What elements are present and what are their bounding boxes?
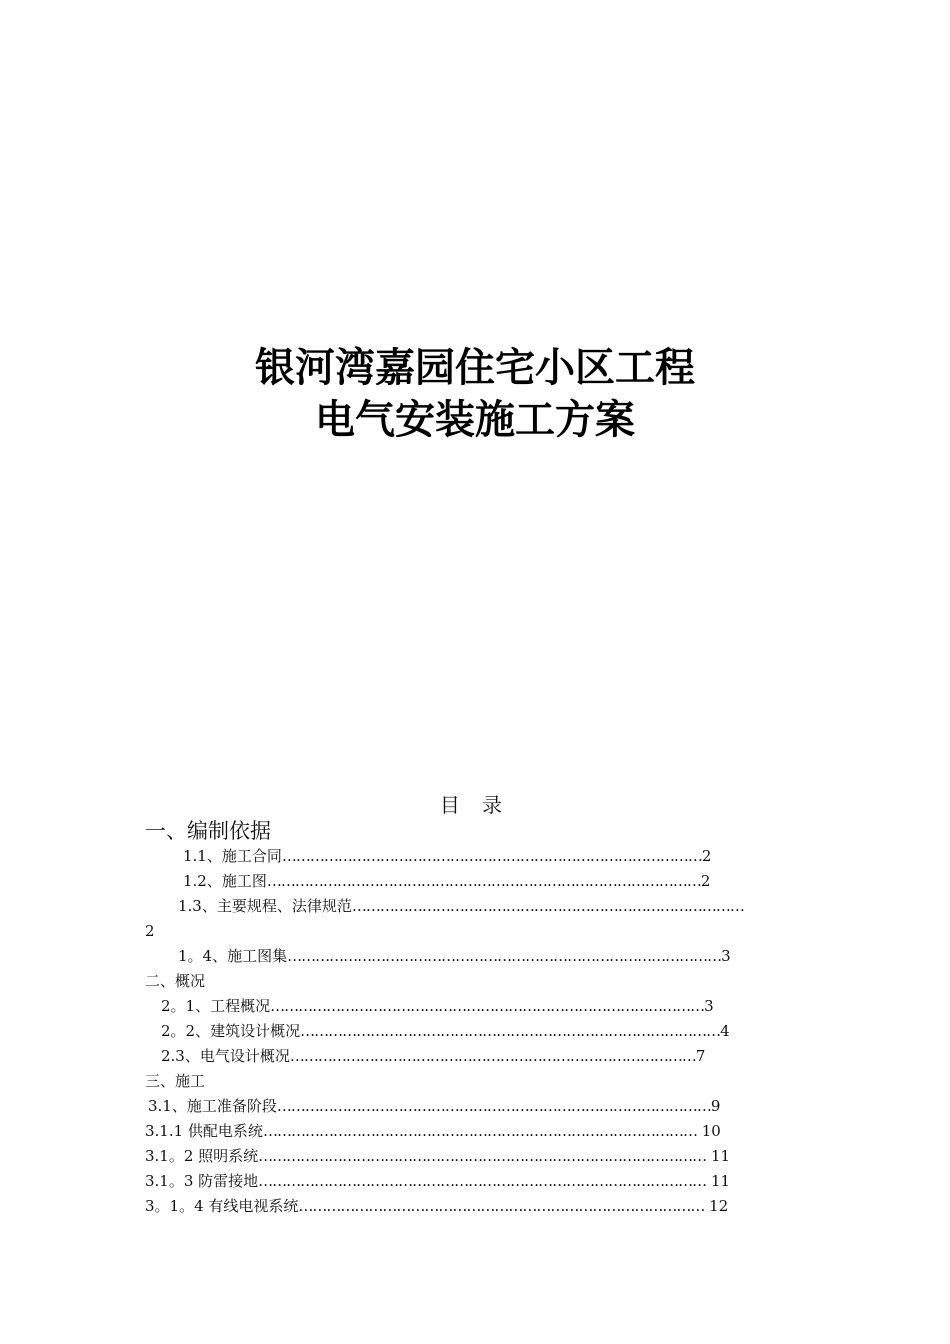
toc-label: 二、概况 (145, 972, 206, 990)
toc-leader: ………………………………………………………………………………… (287, 947, 722, 965)
toc-entry[interactable] (145, 1121, 765, 1141)
toc-leader: ……………………………………………………………………………… (281, 847, 702, 865)
toc-label: 3.1。2 照明系统 (145, 1147, 259, 1165)
toc-entry[interactable] (161, 996, 791, 1016)
toc-section-1[interactable] (145, 818, 445, 846)
title-line-1: 银河湾嘉园住宅小区工程 (255, 345, 695, 391)
toc-leader: …………………………………………………………………………… (289, 1047, 696, 1065)
toc-page: 12 (704, 1197, 729, 1215)
toc-page: 4 (720, 1022, 730, 1040)
toc-label: 三、施工 (145, 1072, 206, 1090)
toc-page: 11 (706, 1172, 731, 1190)
title-line-2: 电气安装施工方案 (315, 397, 635, 443)
toc-entry[interactable] (161, 1046, 781, 1066)
toc-entry[interactable] (183, 846, 783, 866)
toc-page: 2 (701, 847, 712, 865)
toc-label: 3.1.1 供配电系统 (145, 1122, 263, 1140)
toc-label: 一、编制依据 (145, 819, 271, 843)
toc-entry[interactable] (161, 1021, 791, 1041)
toc-entry[interactable] (148, 1096, 788, 1116)
toc-page: 10 (696, 1122, 721, 1140)
toc-page: 3 (704, 997, 714, 1015)
toc-leader: …………………………………………………………………………… (298, 1197, 705, 1215)
toc-page: 2 (145, 922, 155, 940)
toc-leader: ………………………………………………………………………… (351, 897, 744, 915)
toc-label: 3.1、施工准备阶段 (148, 1097, 277, 1115)
toc-label: 1。4、施工图集 (178, 947, 288, 965)
toc-leader: ………………………………………………………………………………… (266, 872, 701, 890)
toc-page: 2 (700, 872, 711, 890)
toc-label: 2。1、工程概况 (161, 997, 271, 1015)
toc-section-2[interactable] (145, 971, 345, 991)
toc-entry[interactable] (145, 1196, 785, 1216)
toc-entry-page-wrap (145, 921, 185, 941)
toc-entry[interactable] (183, 871, 783, 891)
toc-label: 2.3、电气设计概况 (161, 1047, 290, 1065)
toc-section-3[interactable] (145, 1071, 345, 1091)
toc-leader: …………………………………………………………………………………… (258, 1172, 707, 1190)
document-title (0, 342, 950, 446)
toc-leader: …………………………………………………………………………………… (258, 1147, 707, 1165)
toc-label: 1.3、主要规程、法律规范 (178, 897, 352, 915)
toc-page: 7 (695, 1047, 706, 1065)
toc-leader: ………………………………………………………………………………… (276, 1097, 711, 1115)
toc-heading: 目 录 (439, 793, 511, 817)
toc-page: 3 (721, 947, 731, 965)
toc-entry[interactable] (145, 1146, 770, 1166)
toc-label: 1.1、施工合同 (183, 847, 282, 865)
toc-entry[interactable] (178, 946, 810, 966)
toc-label: 2。2、建筑设计概况 (161, 1022, 301, 1040)
toc-leader: ………………………………………………………………………………… (262, 1122, 697, 1140)
toc-entry[interactable] (145, 1171, 770, 1191)
toc-leader: ………………………………………………………………………………… (270, 997, 705, 1015)
toc-label: 3。1。4 有线电视系统 (145, 1197, 299, 1215)
toc-page: 9 (710, 1097, 721, 1115)
toc-page: 11 (706, 1147, 731, 1165)
toc-entry[interactable] (178, 896, 806, 916)
toc-leader: ……………………………………………………………………………… (300, 1022, 721, 1040)
toc-label: 1.2、施工图 (183, 872, 267, 890)
toc-label: 3.1。3 防雷接地 (145, 1172, 259, 1190)
